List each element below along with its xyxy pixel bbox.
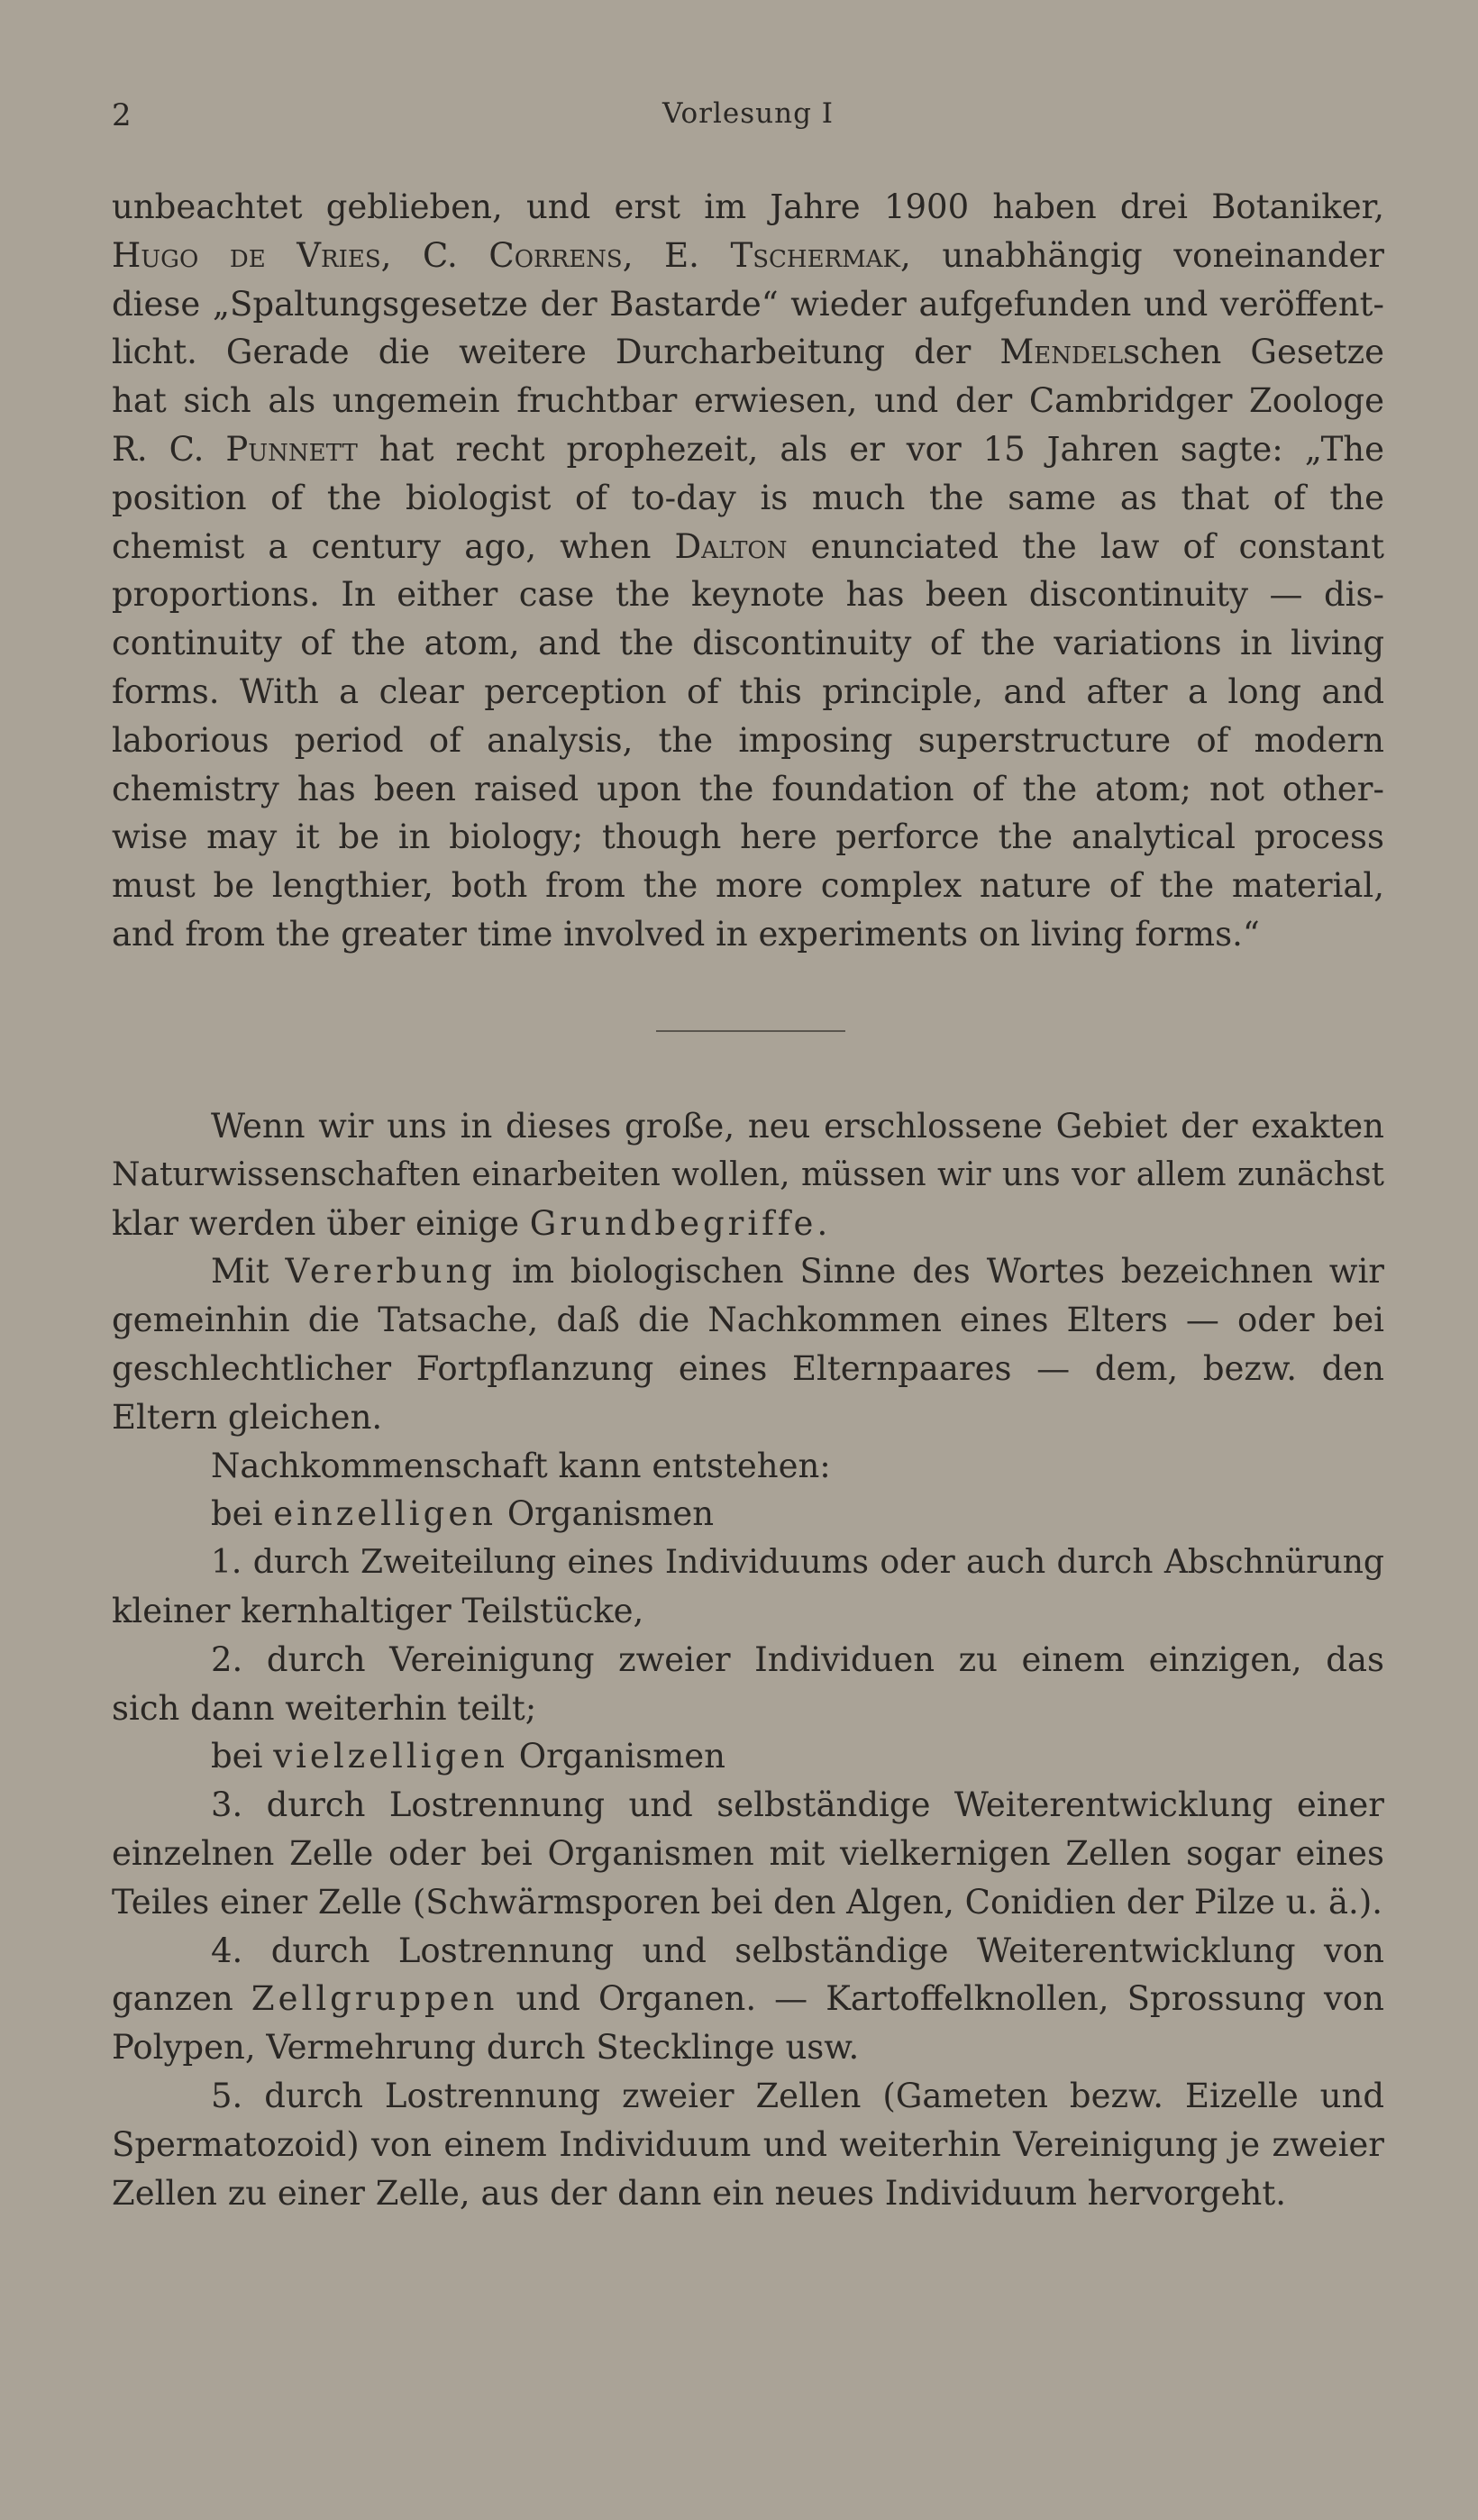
section-divider	[656, 1030, 845, 1032]
text-line: Eltern gleichen.	[112, 1397, 383, 1437]
author-name: Punnett	[225, 429, 358, 469]
author-name: Correns	[488, 235, 623, 275]
text-span: im biologischen Sinne des Wortes bezeichnen wir	[496, 1252, 1384, 1292]
text-span: schen Gesetze	[1123, 333, 1384, 372]
list-item: 4. durch Lostrennung und selbständige Weiterentwicklung von	[211, 1931, 1384, 1970]
text-line: and from the greater time involved in experiments on living forms.“	[112, 914, 1260, 954]
text-span: ganzen	[112, 1979, 251, 2019]
page-number: 2	[112, 97, 132, 133]
text-span: licht. Gerade die weitere Durcharbeitung der	[112, 333, 1000, 372]
main-section	[112, 1102, 1384, 2217]
author-name: Mendel	[999, 333, 1124, 372]
emphasized-term: Grundbegriffe	[529, 1203, 817, 1243]
text-span: R. C.	[112, 429, 226, 469]
emphasized-term: Vererbung	[285, 1252, 497, 1292]
list-item: 5. durch Lostrennung zweier Zellen (Gameten bezw. Eizelle und	[211, 2076, 1384, 2115]
text-line: continuity of the atom, and the discontinuity of the variations in living	[112, 624, 1384, 663]
text-span: Organismen	[497, 1494, 715, 1534]
text-span: bei	[211, 1737, 274, 1776]
text-span: bei	[211, 1494, 274, 1534]
text-line: unbeachtet geblieben, und erst im Jahre 1900 haben drei Botaniker,	[112, 187, 1384, 226]
text-line: Nachkommenschaft kann entstehen:	[211, 1446, 831, 1485]
text-line: hat sich als ungemein fruchtbar erwiesen, und der Cambridger Zoologe	[112, 381, 1384, 421]
text-span: , unabhängig voneinander	[899, 235, 1384, 275]
text-line: Zellen zu einer Zelle, aus der dann ein neues Individuum hervorgeht.	[112, 2173, 1287, 2213]
running-title: Vorlesung I	[661, 97, 835, 130]
list-item: 2. durch Vereinigung zweier Individuen zu einem einzigen, das	[211, 1639, 1384, 1679]
text-line: Spermatozoid) von einem Individuum und weiterhin Vereinigung je zweier	[112, 2124, 1384, 2164]
text-line: wise may it be in biology; though here perforce the analytical process	[112, 817, 1384, 857]
quote-paragraph	[112, 183, 1384, 959]
emphasized-term: einzelligen	[273, 1494, 497, 1534]
text-line: laborious period of analysis, the imposing superstructure of modern	[112, 720, 1384, 760]
text-line: position of the biologist of to-day is much the same as that of the	[112, 478, 1384, 517]
text-span: , C.	[380, 235, 489, 275]
text-line: must be lengthier, both from the more complex nature of the material,	[112, 866, 1384, 906]
text-line: chemistry has been raised upon the foundation of the atom; not other-	[112, 769, 1384, 808]
text-line: einzelnen Zelle oder bei Organismen mit vielkernigen Zellen sogar eines	[112, 1833, 1384, 1873]
text-span: chemist a century ago, when	[112, 526, 675, 566]
author-name: Hugo de Vries	[112, 235, 381, 275]
text-span: Organismen	[507, 1737, 725, 1776]
author-name: Dalton	[674, 526, 788, 566]
text-line	[112, 1200, 1384, 1248]
list-item: 3. durch Lostrennung und selbständige Weiterentwicklung einer	[211, 1785, 1384, 1825]
page-header	[112, 97, 1384, 142]
text-line: gemeinhin die Tatsache, daß die Nachkommen eines Elters — oder bei	[112, 1301, 1384, 1340]
text-line	[112, 328, 1384, 377]
text-line: kleiner kernhaltiger Teilstücke,	[112, 1591, 644, 1630]
emphasized-term: vielzelligen	[273, 1737, 508, 1776]
text-line: proportions. In either case the keynote has been discontinuity — dis-	[112, 575, 1384, 615]
text-line	[112, 1247, 1384, 1296]
text-span: enunciated the law of constant	[787, 526, 1384, 566]
list-heading	[112, 1490, 1384, 1538]
text-span: Mit	[211, 1252, 286, 1292]
text-line	[112, 523, 1384, 571]
text-line: Teiles einer Zelle (Schwärmsporen bei den Algen, Conidien der Pilze u. ä.).	[112, 1882, 1383, 1922]
text-line: geschlechtlicher Fortpflanzung eines Elternpaares — dem, bezw. den	[112, 1348, 1384, 1388]
text-span: hat recht prophezeit, als er vor 15 Jahren sagte: „The	[357, 429, 1384, 469]
text-span: .	[817, 1203, 828, 1243]
list-heading	[112, 1732, 1384, 1781]
text-line: forms. With a clear perception of this principle, and after a long and	[112, 671, 1384, 711]
text-span: , E.	[622, 235, 731, 275]
text-line: sich dann weiterhin teilt;	[112, 1688, 537, 1728]
text-line: diese „Spaltungsgesetze der Bastarde“ wieder aufgefunden und veröffent-	[112, 284, 1384, 324]
text-span: klar werden über einige	[112, 1203, 530, 1243]
text-line	[112, 1975, 1384, 2023]
text-span: und Organen. — Kartoffelknollen, Sprossung von	[497, 1979, 1384, 2019]
text-line	[112, 425, 1384, 474]
emphasized-term: Zellgruppen	[251, 1979, 498, 2019]
text-line: Polypen, Vermehrung durch Stecklinge usw.	[112, 2028, 860, 2068]
author-name: Tschermak	[730, 235, 900, 275]
text-line: Naturwissenschaften einarbeiten wollen, müssen wir uns vor allem zunächst	[112, 1155, 1384, 1193]
list-item: 1. durch Zweiteilung eines Individuums oder auch durch Abschnürung	[211, 1543, 1384, 1582]
text-line	[112, 232, 1384, 280]
text-line: Wenn wir uns in dieses große, neu erschlossene Gebiet der exakten	[211, 1107, 1384, 1146]
